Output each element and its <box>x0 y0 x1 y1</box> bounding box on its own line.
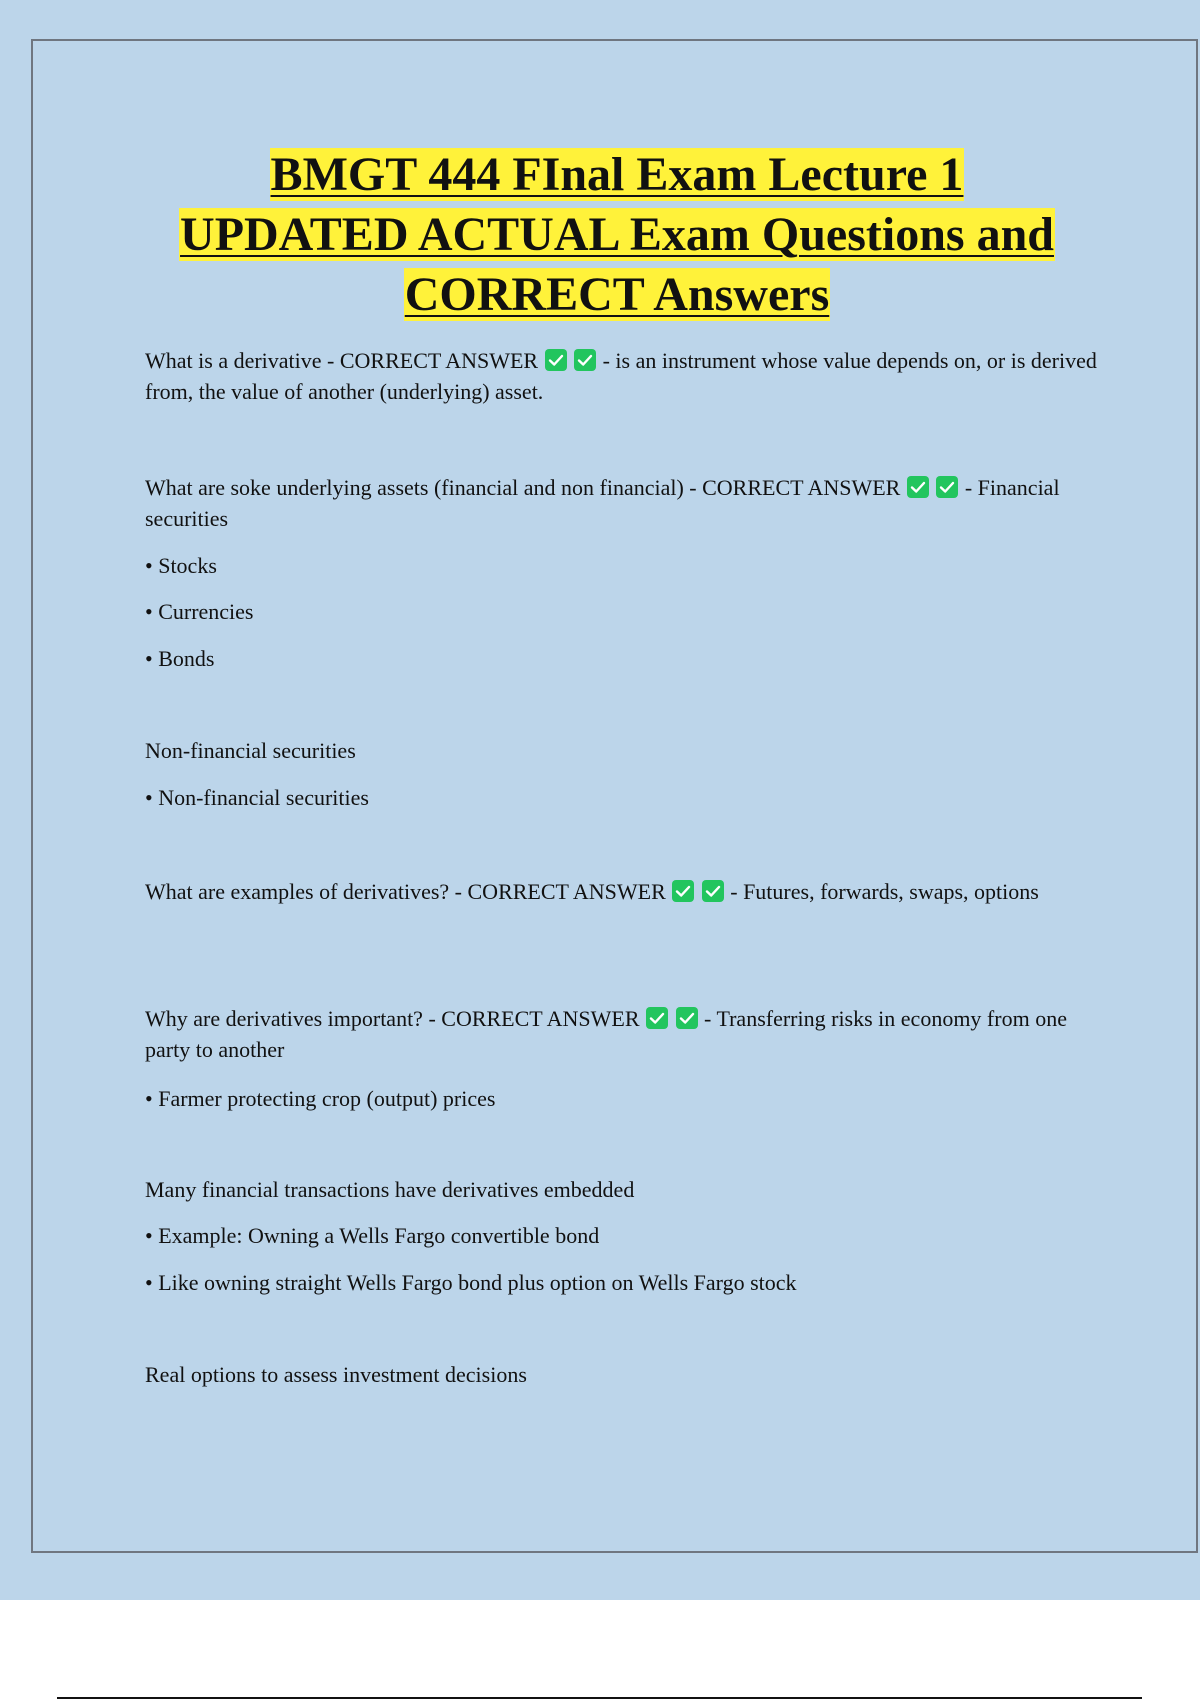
title-line <box>0 265 1200 325</box>
list-item-example: • Example: Owning a Wells Fargo convertible bond <box>145 1223 600 1248</box>
check-box-icon <box>545 349 567 371</box>
question-text: What is a derivative - CORRECT ANSWER <box>145 348 539 373</box>
answer-text: - Futures, forwards, swaps, options <box>730 879 1039 904</box>
qa-derivatives-importance <box>145 1003 1105 1065</box>
document-title <box>0 145 1200 325</box>
answer-text: - is an instrument whose value depends on, or is derived from, the value of another (underlying) asset. <box>145 348 1097 404</box>
question-text: What are examples of derivatives? - CORRECT ANSWER <box>145 879 666 904</box>
check-box-icon <box>936 476 958 498</box>
check-box-icon <box>646 1007 668 1029</box>
check-box-icon <box>676 1007 698 1029</box>
title-line-text: CORRECT Answers <box>404 268 830 321</box>
title-line <box>0 145 1200 205</box>
list-item-farmer: • Farmer protecting crop (output) prices <box>145 1086 496 1111</box>
title-line-text: BMGT 444 FInal Exam Lecture 1 <box>270 148 964 201</box>
check-box-icon <box>702 880 724 902</box>
answer-text: - Financial securities <box>145 475 1060 531</box>
many-transactions-text: Many financial transactions have derivatives embedded <box>145 1177 635 1202</box>
real-options-text: Real options to assess investment decisions <box>145 1362 527 1387</box>
title-line <box>0 205 1200 265</box>
list-item-like-owning: • Like owning straight Wells Fargo bond plus option on Wells Fargo stock <box>145 1270 797 1295</box>
footer-rule <box>57 1697 1142 1699</box>
question-text: Why are derivatives important? - CORRECT ANSWER <box>145 1006 640 1031</box>
question-text: What are soke underlying assets (financial and non financial) - CORRECT ANSWER <box>145 475 901 500</box>
list-item-stocks: • Stocks <box>145 553 217 578</box>
title-line-text: UPDATED ACTUAL Exam Questions and <box>180 208 1054 261</box>
qa-derivative-examples <box>145 876 1105 907</box>
answer-text: - Transferring risks in economy from one party to another <box>145 1006 1067 1062</box>
check-box-icon <box>672 880 694 902</box>
qa-derivative-definition <box>145 345 1105 407</box>
list-item-currencies: • Currencies <box>145 599 254 624</box>
non-financial-heading: Non-financial securities <box>145 738 356 763</box>
qa-underlying-assets <box>145 472 1105 534</box>
list-item-bonds: • Bonds <box>145 646 215 671</box>
check-box-icon <box>574 349 596 371</box>
list-item-non-financial: • Non-financial securities <box>145 785 369 810</box>
check-box-icon <box>907 476 929 498</box>
